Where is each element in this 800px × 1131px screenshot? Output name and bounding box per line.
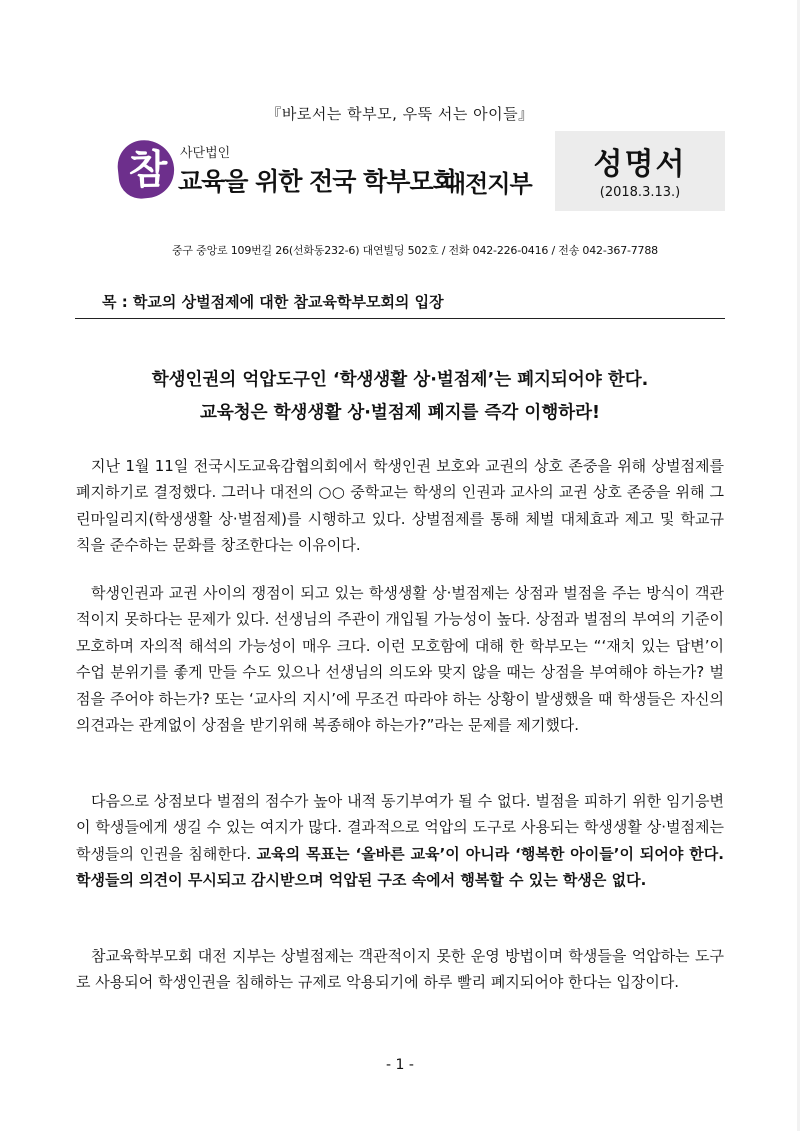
paragraph-3-text: 다음으로 상점보다 벌점의 점수가 높아 내적 동기부여가 될 수 없다. 벌점을 피하기 위한 임기응변이 학생들에게 생길 수 있는 여지가 많다. 결과적으로 억압의 도구로 사용되는 학생생활 상·벌점제는 학생들의 인권을 침해한다. xyxy=(76,792,724,863)
paragraph-3 xyxy=(76,788,724,894)
org-name: 교육을 위한 전국 학부모회 xyxy=(178,167,456,196)
logo-mark-text: 참 xyxy=(128,146,168,193)
headline-line-1: 학생인권의 억압도구인 ‘학생생활 상·벌점제’는 폐지되어야 한다. xyxy=(151,370,649,390)
subject-line: 목 : 학교의 상벌점제에 대한 참교육학부모회의 입장 xyxy=(102,293,444,311)
statement-box xyxy=(555,131,725,211)
motto: 『바로서는 학부모, 우뚝 서는 아이들』 xyxy=(266,105,534,123)
paragraph-3-emphasis: 교육의 목표는 ‘올바른 교육’이 아니라 ‘행복한 아이들’이 되어야 한다. 학생들의 의견이 무시되고 감시받으며 억압된 구조 속에서 행복할 수 있는 학생은 없다. xyxy=(76,844,724,890)
statement-date: (2018.3.13.) xyxy=(599,185,681,200)
contact-address: 중구 중앙로 109번길 26(선화동232-6) 대연빌딩 502호 / 전화 042-226-0416 / 전송 042-367-7788 xyxy=(172,244,658,257)
divider xyxy=(75,318,725,319)
organization-logo xyxy=(118,140,548,200)
paragraph-2: 학생인권과 교권 사이의 쟁점이 되고 있는 학생생활 상·벌점제는 상점과 벌점을 주는 방식이 객관적이지 못하다는 문제가 있다. 선생님의 주관이 개입될 가능성이 높다. 상점과 벌점의 부여의 기준이 모호하며 자의적 해석의 가능성이 매우 크다. 이런 모호함에 대해 한 학부모는 “‘재치 있는 답변’이 수업 분위기를 좋게 만들 수도 있으나 선생님의 의도와 맞지 않을 때는 상점을 부여해야 하는가? 벌점을 주어야 하는가? 또는 ‘교사의 지시’에 무조건 따라야 하는 상황이 발생했을 때 학생들은 자신의 의견과는 관계없이 상점을 받기위해 복종해야 하는가?”라는 문제를 제기했다. xyxy=(76,584,724,735)
page-number: - 1 - xyxy=(386,1057,414,1073)
paragraph-4: 참교육학부모회 대전 지부는 상벌점제는 객관적이지 못한 운영 방법이며 학생들을 억압하는 도구로 사용되어 학생인권을 침해하는 규제로 악용되기에 하루 빨리 폐지되어야 한다는 입장이다. xyxy=(76,947,724,992)
paragraph-1: 지난 1월 11일 전국시도교육감협의회에서 학생인권 보호와 교권의 상호 존중을 위해 상벌점제를 폐지하기로 결정했다. 그러나 대전의 ○○ 중학교는 학생의 인권과 교사의 교권 상호 존중을 위해 그린마일리지(학생생활 상·벌점제)를 시행하고 있다. 상벌점제를 통해 체벌 대체효과 제고 및 학교규칙을 준수하는 문화를 창조한다는 이유이다. xyxy=(76,457,724,555)
org-prefix: 사단법인 xyxy=(180,146,231,161)
statement-title: 성명서 xyxy=(593,147,687,182)
headline-line-2: 교육청은 학생생활 상·벌점제 폐지를 즉각 이행하라! xyxy=(199,403,601,423)
org-branch: 대전지부 xyxy=(443,170,532,198)
